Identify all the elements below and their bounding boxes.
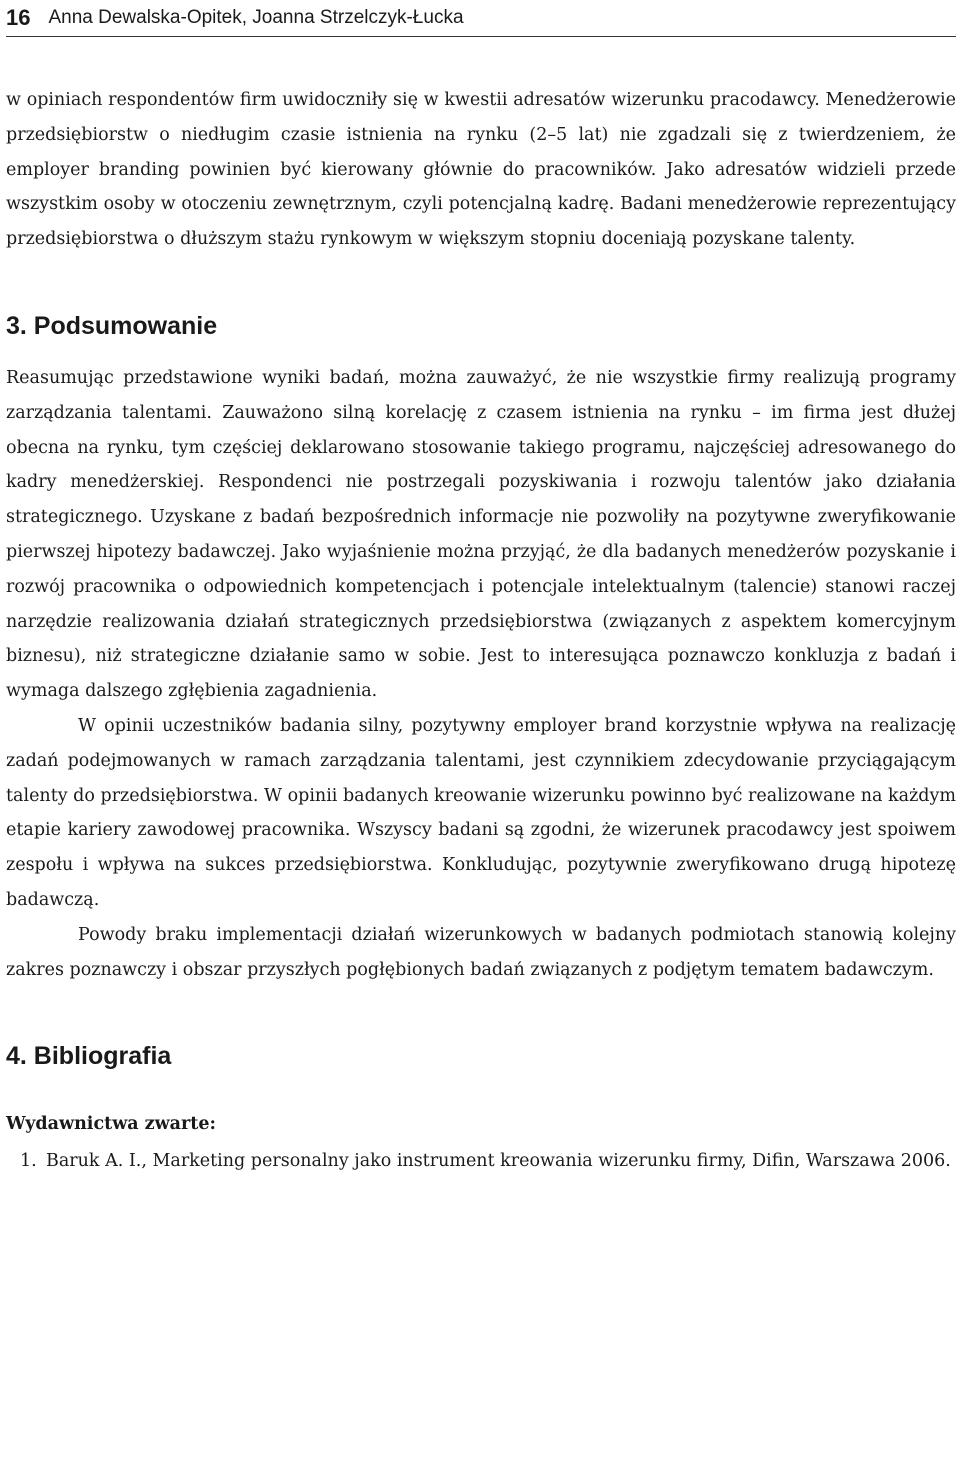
body-paragraph-intro: w opiniach respondentów firm uwidoczniły się w kwestii adresatów wizerunku pracodawcy. Menedżerowie przedsiębiorstw o niedługim czasie istnienia na rynku (2–5 lat) nie zgadzali się z twierdzeniem, że employer branding powinien być kierowany głównie do pracowników. Jako adresatów widzieli przede wszystkim osoby w otoczeniu zewnętrznym, czyli potencjalną kadrę. Badani menedżerowie reprezentujący przedsiębiorstwa o dłuższym stażu rynkowym w większym stopniu doceniają pozyskane talenty.: [6, 90, 956, 250]
bibliography-subheading: Wydawnictwa zwarte:: [6, 1114, 216, 1135]
bibliography-entry-number: 1.: [20, 1151, 37, 1172]
section-heading-summary: 3. Podsumowanie: [6, 311, 218, 340]
body-paragraph: Powody braku implementacji działań wizerunkowych w badanych podmiotach stanowią kolejny zakres poznawczy i obszar przyszłych pogłębionych badań związanych z podjętym tematem badawczym.: [6, 924, 956, 980]
running-head: [6, 0, 956, 37]
body-paragraph: Reasumując przedstawione wyniki badań, można zauważyć, że nie wszystkie firmy realizują programy zarządzania talentami. Zauważono silną korelację z czasem istnienia na rynku – im firma jest dłużej obecna na rynku, tym częściej deklarowano stosowanie takiego programu, najczęściej adresowanego do kadry menedżerskiej. Respondenci nie postrzegali pozyskiwania i rozwoju talentów jako działania strategicznego. Uzyskane z badań bezpośrednich informacje nie pozwoliły na pozytywne zweryfikowanie pierwszej hipotezy badawczej. Jako wyjaśnienie można przyjąć, że dla badanych menedżerów pozyskanie i rozwój pracownika o odpowiednich kompetencjach i potencjale intelektualnym (talencie) stanowi raczej narzędzie realizowania działań strategicznych przedsiębiorstwa (związanych z aspektem komercyjnym biznesu), niż strategiczne działanie samo w sobie. Jest to interesująca poznawczo konkluzja z badań i wymaga dalszego zgłębienia zagadnienia.: [6, 367, 956, 702]
section-heading-bibliography: 4. Bibliografia: [6, 1042, 172, 1071]
bibliography-list: [6, 1145, 956, 1177]
page-number: 16: [6, 5, 31, 30]
bibliography-entry-text: Baruk A. I., Marketing personalny jako instrument kreowania wizerunku firmy, Difin, Warszawa 2006.: [46, 1151, 951, 1172]
running-head-authors: Anna Dewalska-Opitek, Joanna Strzelczyk-Łucka: [48, 7, 464, 28]
body-paragraph: W opinii uczestników badania silny, pozytywny employer brand korzystnie wpływa na realizację zadań podejmowanych w ramach zarządzania talentami, jest czynnikiem zdecydowanie przyciągającym talenty do przedsiębiorstwa. W opinii badanych kreowanie wizerunku powinno być realizowane na każdym etapie kariery zawodowej pracownika. Wszyscy badani są zgodni, że wizerunek pracodawcy jest spoiwem zespołu i wpływa na sukces przedsiębiorstwa. Konkludując, pozytywnie zweryfikowano drugą hipotezę badawczą.: [6, 715, 956, 910]
bibliography-entry: [6, 1145, 956, 1177]
page: [6, 0, 956, 1177]
